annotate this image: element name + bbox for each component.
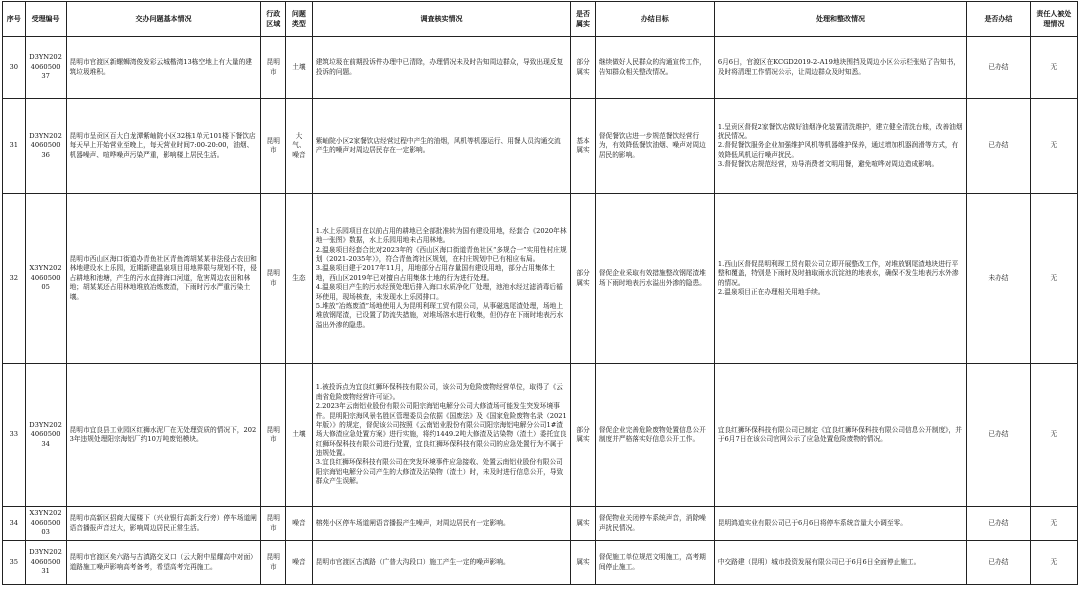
row-investigation-paragraph: 5.堆放“冶炼废渣”场地使用人为昆明利琛工贸有限公司，从事磁选尾渣处理，场地上堆放钢尾渣，已设置了防流失措施，对堆场溶水进行收集，但仍存在下雨时地表污水溢出外渗的隐患。 — [315, 301, 564, 329]
row-issue: 昆明市官渡区矣六路与古滇路交叉口（云大附中星耀高中对面）道路施工噪声影响高考备考，希望高考完再施工。 — [66, 541, 261, 585]
row-goal: 督促施工单位规范文明施工，高考期间停止施工。 — [595, 541, 714, 585]
row-investigation-paragraph: 建筑垃圾在前期投诉件办理中已清除，办理情况未及时告知周边群众，导致出现反复投诉的问题。 — [315, 58, 564, 76]
row-completed: 已办结 — [967, 541, 1031, 585]
row-goal: 督促企业完善危险废物处置信息公开制度并严格落实好信息公开工作。 — [595, 364, 714, 507]
row-handling-paragraph: 1.西山区督促昆明利琛工贸有限公司立即开展整改工作，对堆放钢尾渣地块进行平整和覆盖，特别是下雨时及时抽取雨水沉淀池的地表水，确保不发生地表污水外渗的情况。 — [717, 259, 959, 287]
row-completed: 已办结 — [967, 364, 1031, 507]
row-region: 昆明市 — [261, 194, 286, 364]
row-handling-paragraph: 中交路建（昆明）城市投资发展有限公司已于6月6日全面停止施工。 — [717, 557, 921, 566]
row-handling-paragraph: 宜良红狮环保科技有限公司已制定《宜良红狮环保科技有限公司信息公开制度》，并于6月7日在该公司官网公示了应急处置危险废物的情况。 — [717, 425, 962, 443]
row-handling — [714, 364, 966, 507]
row-investigation-paragraph: 4.温泉项目产生的污水经预处理后排入海口水质净化厂处理，池池水经过滤消毒后循环使用，现场核查，未发现水上乐园排口。 — [315, 283, 563, 301]
row-region: 昆明市 — [261, 37, 286, 99]
row-region: 昆明市 — [261, 507, 286, 541]
row-handling-paragraph: 3.督促餐饮店规范经营，劝导消费者文明用餐，避免喧哗对周边造成影响。 — [717, 160, 939, 169]
row-handling — [714, 541, 966, 585]
row-investigation-paragraph: 2.2023年云南铝业股份有限公司阳宗海铝电解分公司大修渣场可能发生突发环境事件。昆明阳宗海风景名胜区管理委员会依据《国废法》及《国家危险废物名录（2021年版）》的规定，督促该公司按照《云南铝业股份有限公司阳宗海铝电解分公司1#渣场大修渣应急处置方案》进行实施，将约1449.2吨大修渣及沾染物（渣土）委托宜良红狮环保科技有限公司进行处置，宜良红狮环保科技有限公司的应急处置行为不属于违规处置。 — [315, 402, 567, 458]
table-row — [3, 37, 1078, 99]
row-verified: 部分属实 — [571, 37, 596, 99]
row-case-id: D3YN202406050034 — [25, 364, 66, 507]
row-verified: 属实 — [571, 507, 596, 541]
row-investigation — [312, 194, 570, 364]
header-accountability: 责任人被处理情况 — [1030, 2, 1077, 37]
row-case-id: D3YN202406050036 — [25, 99, 66, 194]
header-row — [3, 2, 1078, 37]
row-completed: 已办结 — [967, 99, 1031, 194]
row-seq: 30 — [3, 37, 26, 99]
row-goal: 督促物业关闭停车系统声音，消除噪声扰民情况。 — [595, 507, 714, 541]
row-region: 昆明市 — [261, 541, 286, 585]
table-row — [3, 507, 1078, 541]
row-handling — [714, 194, 966, 364]
row-investigation — [312, 507, 570, 541]
row-goal: 继续做好人民群众的沟通宣传工作，告知群众相关整改情况。 — [595, 37, 714, 99]
row-handling-paragraph: 1.呈贡区督促2家餐饮店做好油烟净化装置清洗维护，建立健全清洗台账，改善油烟扰民情况。 — [717, 122, 963, 140]
row-accountability: 无 — [1030, 99, 1077, 194]
row-issue: 昆明市高新区招商大厦楼下（兴业银行高新支行旁）停车场道闸语音播报声音过大，影响周边居民正常生活。 — [66, 507, 261, 541]
row-seq: 31 — [3, 99, 26, 194]
row-investigation — [312, 364, 570, 507]
row-accountability: 无 — [1030, 541, 1077, 585]
row-type: 土壤 — [286, 37, 313, 99]
row-issue: 昆明市西山区海口街道办青鱼社区青鱼湾胡某某非法侵占农田和林地建设水上乐园，近期新建温泉项目用地界限与规划不符，侵占耕地和池塘，产生的污水直排海口河道，危害周边农田和林地；胡某某还占用林地堆放冶炼废渣，下雨时污水严重污染土壤。 — [66, 194, 261, 364]
row-investigation-paragraph: 3.宜良红狮环保科技有限公司在突发环境事件应急接收、处置云南铝业股份有限公司阳宗海铝电解分公司产生的大修渣及沾染物（渣土）时，未及时进行信息公开，导致群众产生误解。 — [315, 458, 564, 486]
row-type: 生态 — [286, 194, 313, 364]
row-handling — [714, 99, 966, 194]
header-verified: 是否属实 — [571, 2, 596, 37]
header-issue: 交办问题基本情况 — [66, 2, 261, 37]
row-investigation-paragraph: 1.被投诉点为宜良红狮环保科技有限公司，该公司为危险废物经营单位，取得了《云南省危险废物经营许可证》。 — [315, 383, 563, 401]
row-handling-paragraph: 2.督促餐饮服务企业加强维护风机等机器维护保养，通过增加机器润滑等方式，有效降低风机运行噪声扰民。 — [717, 141, 959, 159]
row-investigation-paragraph: 2.温泉项目经套合比对2023年的《西山区海口街道青鱼社区“多规合一”实用性村庄规划（2021-2035年）》，符合青鱼湾社区规划，在村庄规划中已有相应布局。 — [315, 245, 567, 264]
row-case-id: X3YN202406050003 — [25, 507, 66, 541]
table-row — [3, 364, 1078, 507]
row-issue: 昆明市呈贡区百大白龙潭紫岫院小区32栋1单元101楼下餐饮店每天早上开始营业至晚上，每天营业时间7:00-20:00，油烟、机器噪声、喧哗噪声污染严重，影响楼上居民生活。 — [66, 99, 261, 194]
row-issue: 昆明市宜良县工业园区红狮水泥厂在无处理资质的情况下，2023年违规处理阳宗海铝厂约10万吨废铝模块。 — [66, 364, 261, 507]
row-investigation — [312, 37, 570, 99]
row-handling — [714, 37, 966, 99]
row-completed: 已办结 — [967, 37, 1031, 99]
table-row — [3, 194, 1078, 364]
row-type: 大气、噪音 — [286, 99, 313, 194]
row-accountability: 无 — [1030, 194, 1077, 364]
row-accountability: 无 — [1030, 37, 1077, 99]
row-accountability: 无 — [1030, 364, 1077, 507]
row-verified: 基本属实 — [571, 99, 596, 194]
row-seq: 35 — [3, 541, 26, 585]
row-handling-paragraph: 2.温泉项目正在办理相关用地手续。 — [717, 287, 825, 296]
row-verified: 部分属实 — [571, 364, 596, 507]
row-investigation — [312, 99, 570, 194]
row-verified: 部分属实 — [571, 194, 596, 364]
row-completed: 已办结 — [967, 507, 1031, 541]
row-type: 噪音 — [286, 541, 313, 585]
header-region: 行政区域 — [261, 2, 286, 37]
row-goal: 督促餐饮店进一步规范餐饮经营行为，有效降低餐饮油烟、噪声对周边居民的影响。 — [595, 99, 714, 194]
header-seq: 序号 — [3, 2, 26, 37]
row-investigation-paragraph: 1.水上乐园项目在以前占用的耕地已全部批准转为国有建设用地，经套合《2020年林地一张图》数据，水上乐园用地未占用林地。 — [315, 226, 567, 245]
table-row — [3, 541, 1078, 585]
row-accountability: 无 — [1030, 507, 1077, 541]
row-type: 土壤 — [286, 364, 313, 507]
row-case-id: D3YN202406050037 — [25, 37, 66, 99]
header-handling: 处理和整改情况 — [714, 2, 966, 37]
row-investigation-paragraph: 紫岫院小区2家餐饮店经营过程中产生的油烟，风机等机器运行、用餐人员沟通交流产生的噪声对周边居民存在一定影响。 — [315, 136, 561, 154]
row-investigation-paragraph: 3.温泉项目建于2017年11月，用地部分占用存量国有建设用地，部分占用集体土地，西山区2019年已对擅自占用集体土地的行为进行处理。 — [315, 264, 555, 282]
header-type: 问题类型 — [286, 2, 313, 37]
row-investigation-paragraph: 榕苑小区停车场道闸语音播报产生噪声，对周边居民有一定影响。 — [315, 518, 510, 527]
row-investigation-paragraph: 昆明市官渡区古滇路（广普大沟段口）施工产生一定的噪声影响。 — [315, 557, 510, 566]
row-completed: 未办结 — [967, 194, 1031, 364]
header-case-id: 受理编号 — [25, 2, 66, 37]
header-completed: 是否办结 — [967, 2, 1031, 37]
row-investigation — [312, 541, 570, 585]
row-seq: 33 — [3, 364, 26, 507]
row-goal: 督促企业采取有效措施整改钢尾渣堆场下雨时地表污水溢出外渗的隐患。 — [595, 194, 714, 364]
row-type: 噪音 — [286, 507, 313, 541]
row-seq: 34 — [3, 507, 26, 541]
row-region: 昆明市 — [261, 364, 286, 507]
table-row — [3, 99, 1078, 194]
case-table — [2, 1, 1078, 585]
row-case-id: D3YN202406050031 — [25, 541, 66, 585]
row-seq: 32 — [3, 194, 26, 364]
row-handling — [714, 507, 966, 541]
row-verified: 属实 — [571, 541, 596, 585]
row-region: 昆明市 — [261, 99, 286, 194]
row-issue: 昆明市官渡区新螺蛳湾俊发彩云城楷湾13栋空地上有大量的建筑垃圾堆积。 — [66, 37, 261, 99]
row-handling-paragraph: 6月6日，官渡区在KCGD2019-2-A19地块围挡及周边小区公示栏张贴了告知书，及时将清理工作情况公示，让周边群众及时知悉。 — [717, 58, 960, 76]
row-case-id: X3YN202406050005 — [25, 194, 66, 364]
table-body — [3, 37, 1078, 585]
header-goal: 办结目标 — [595, 2, 714, 37]
row-handling-paragraph: 昆明鸿道实业有限公司已于6月6日将停车系统音量大小调至零。 — [717, 518, 907, 527]
header-investigation: 调查核实情况 — [312, 2, 570, 37]
